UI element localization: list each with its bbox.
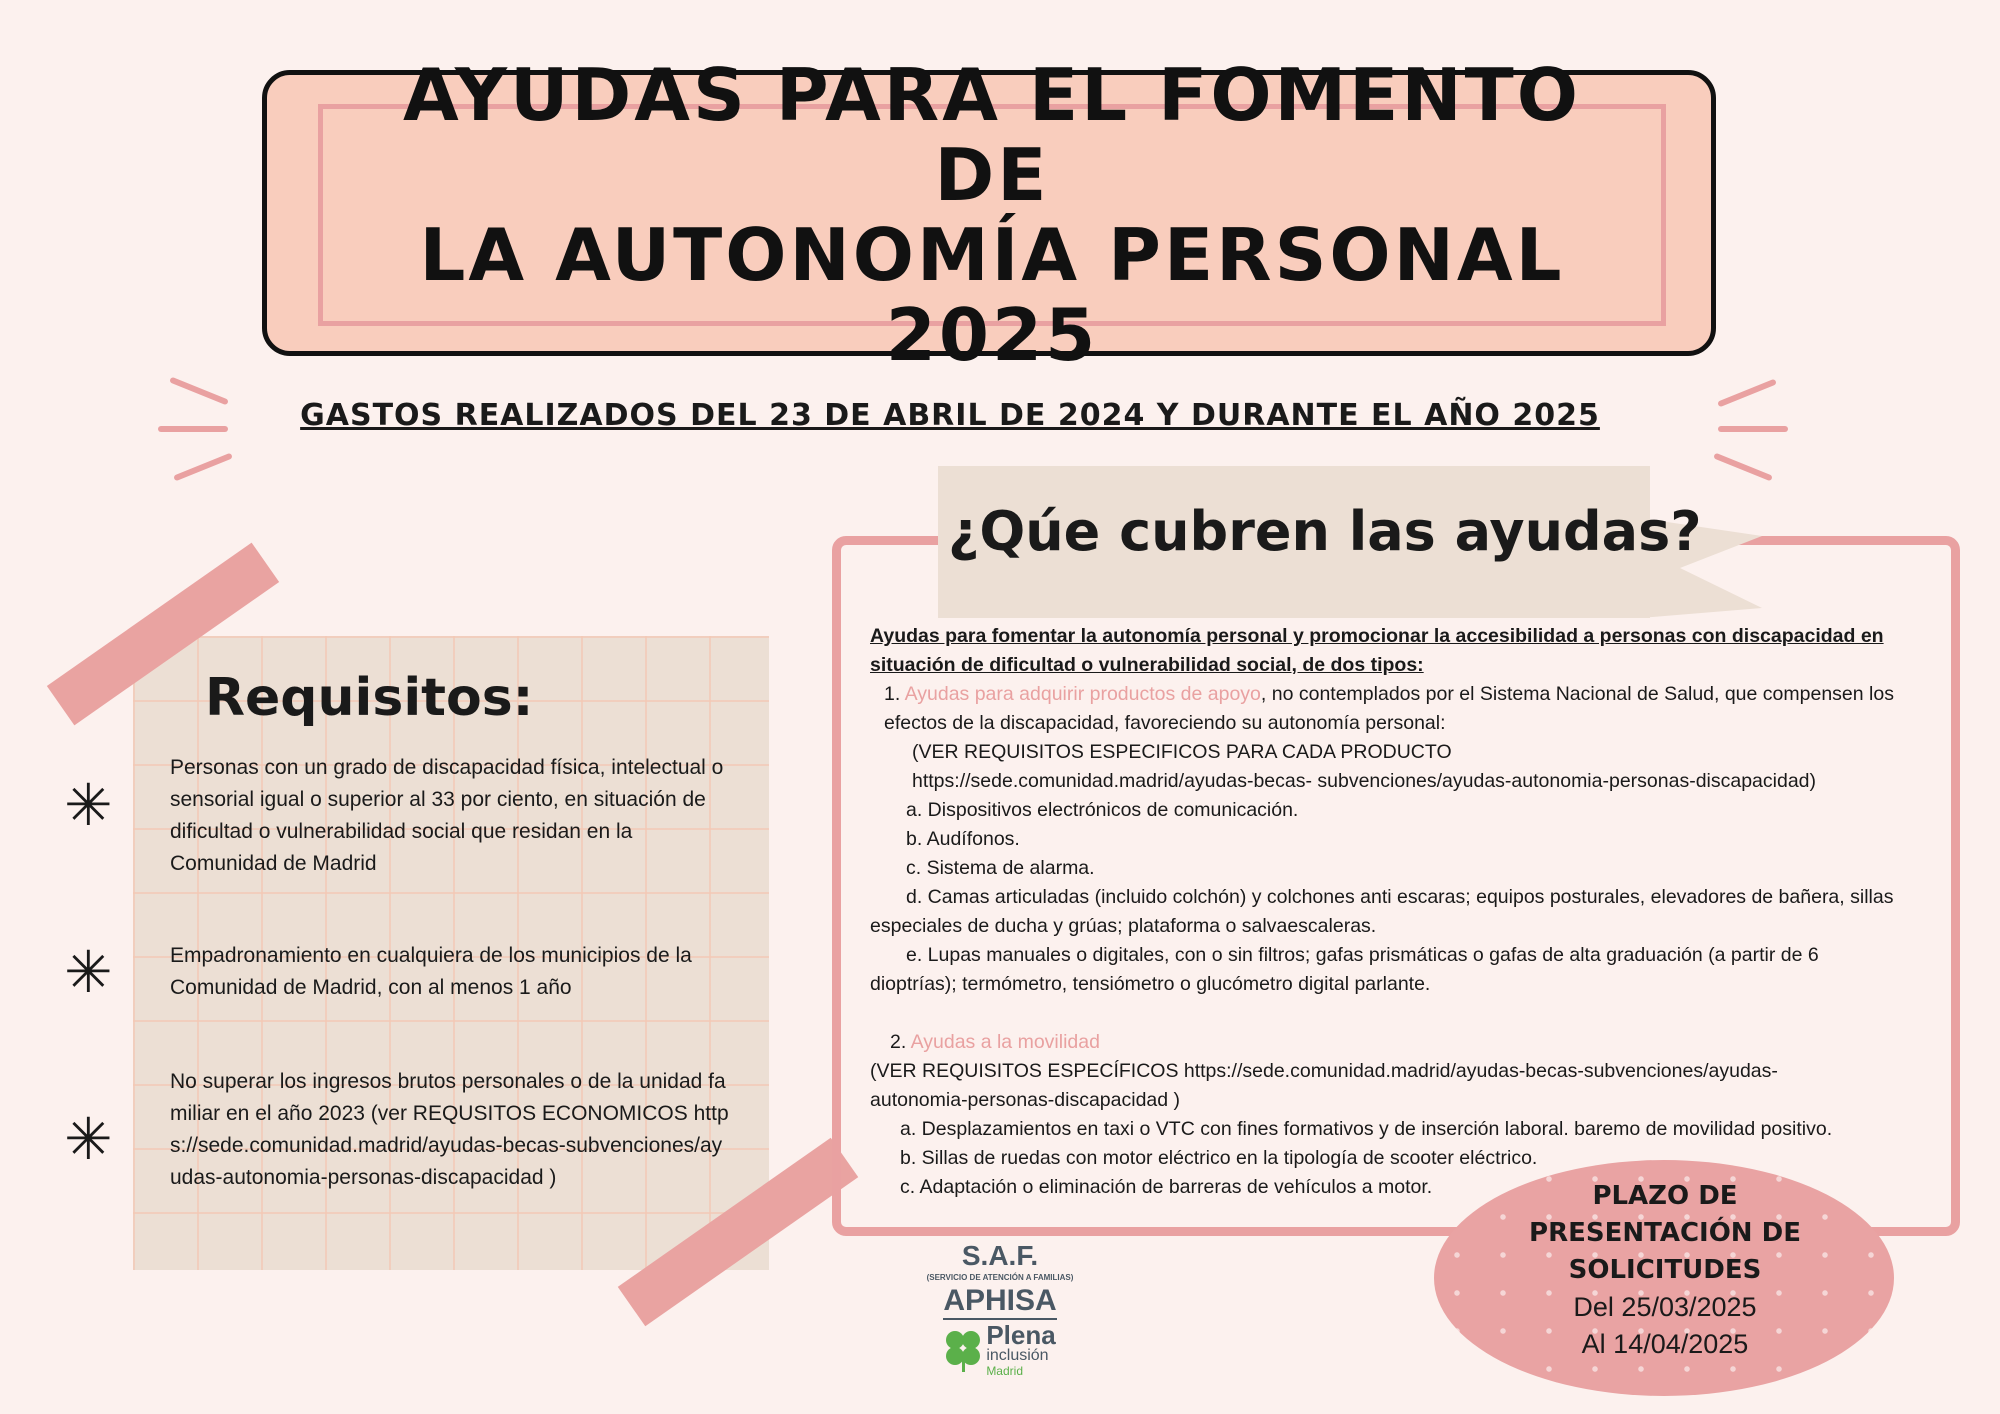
tipo1-line	[884, 680, 1934, 738]
tipo2-item: c. Adaptación o eliminación de barreras de vehículos a motor.	[900, 1176, 1433, 1198]
plazo-desde: Del 25/03/2025	[1573, 1292, 1757, 1322]
decor-dash	[1717, 379, 1777, 408]
tipo1-item: a. Dispositivos electrónicos de comunicación.	[906, 799, 1299, 821]
tipo1-item: b. Audífonos.	[906, 828, 1020, 850]
decor-dash	[158, 426, 228, 432]
tipo2-line	[890, 1028, 1100, 1057]
inclusion-label: inclusión	[986, 1347, 1049, 1364]
coverage-heading: ¿Qúe cubren las ayudas?	[948, 500, 1702, 563]
clover-icon	[944, 1328, 982, 1372]
tipo1-text: , no contemplados por el Sistema Nacional de Salud, que compensen los efectos de la discapacidad, favoreciendo su autonomía personal:	[884, 683, 1894, 734]
aphisa-logo	[920, 1240, 1080, 1378]
madrid-label: Madrid	[986, 1364, 1023, 1378]
plazo-hasta: Al 14/04/2025	[1581, 1329, 1749, 1359]
asterisk-icon: ✳	[64, 1105, 113, 1173]
tipo1-number: 1.	[884, 683, 901, 705]
plena-label: Plena	[986, 1320, 1056, 1350]
title-frame	[318, 53, 1666, 377]
tipo1-item: d. Camas articuladas (incluido colchón) y colchones anti escaras; equipos posturales, elevadores de bañera, sillas especiales de ducha y grúas; plataforma o salvaescaleras.	[870, 886, 1894, 937]
aphisa-label: APHISA	[943, 1284, 1056, 1320]
requisito-item: No superar los ingresos brutos personales o de la unidad familiar en el año 2023 (ver REQUSITOS ECONOMICOS https://sede.comunidad.madrid/ayudas-becas-subvenciones/ayudas-autonomia-personas-discapacidad )	[170, 1070, 729, 1189]
saf-label: S.A.F.	[961, 1240, 1039, 1271]
saf-sublabel: (SERVICIO DE ATENCIÓN A FAMILIAS)	[926, 1273, 1074, 1282]
asterisk-icon: ✳	[64, 771, 113, 839]
decor-dash	[173, 453, 233, 482]
tipo2-req: (VER REQUISITOS ESPECÍFICOS https://sede.comunidad.madrid/ayudas-becas-subvenciones/ayudas-autonomia-personas-discapacidad )	[870, 1060, 1778, 1111]
tipo2-item: b. Sillas de ruedas con motor eléctrico en la tipología de scooter eléctrico.	[900, 1147, 1538, 1169]
decor-dash	[169, 377, 229, 406]
tipo2-link[interactable]: Ayudas a la movilidad	[910, 1031, 1100, 1053]
requisitos-heading: Requisitos:	[205, 668, 534, 728]
asterisk-icon: ✳	[64, 938, 113, 1006]
plazo-text	[1480, 1178, 1850, 1363]
tipo2-item: a. Desplazamientos en taxi o VTC con fines formativos y de inserción laboral. baremo de movilidad positivo.	[900, 1118, 1833, 1140]
requisito-item: Personas con un grado de discapacidad física, intelectual o sensorial igual o superior al 33 por ciento, en situación de dificultad o vulnerabilidad social que residan en la Comunidad de Madrid	[170, 756, 724, 875]
coverage-intro: Ayudas para fomentar la autonomía personal y promocionar la accesibilidad a personas con discapacidad en situación de dificultad o vulnerabilidad social, de dos tipos:	[870, 625, 1884, 676]
requisito-item: Empadronamiento en cualquiera de los municipios de la Comunidad de Madrid, con al menos 1 año	[170, 944, 692, 999]
tipo1-link[interactable]: Ayudas para adquirir productos de apoyo	[904, 683, 1261, 705]
tipo1-item: c. Sistema de alarma.	[906, 857, 1095, 879]
tipo2-number: 2.	[890, 1031, 907, 1053]
decor-dash	[1718, 426, 1788, 432]
decor-dash	[1713, 453, 1773, 482]
subtitle: GASTOS REALIZADOS DEL 23 DE ABRIL DE 2024 Y DURANTE EL AÑO 2025	[300, 398, 1600, 433]
plazo-title: PLAZO DE PRESENTACIÓN DE SOLICITUDES	[1529, 1181, 1801, 1285]
tipo1-req-url[interactable]: https://sede.comunidad.madrid/ayudas-becas- subvenciones/ayudas-autonomia-personas-discapacidad)	[912, 770, 1817, 792]
page-title: AYUDAS PARA EL FOMENTO DE LA AUTONOMÍA PERSONAL 2025	[403, 53, 1581, 377]
tipo1-item: e. Lupas manuales o digitales, con o sin filtros; gafas prismáticas o gafas de alta graduación (a partir de 6 dioptrías); termómetro, tensiómetro o glucómetro digital parlante.	[870, 944, 1819, 995]
tipo1-req-line1: (VER REQUISITOS ESPECIFICOS PARA CADA PRODUCTO	[912, 741, 1452, 763]
